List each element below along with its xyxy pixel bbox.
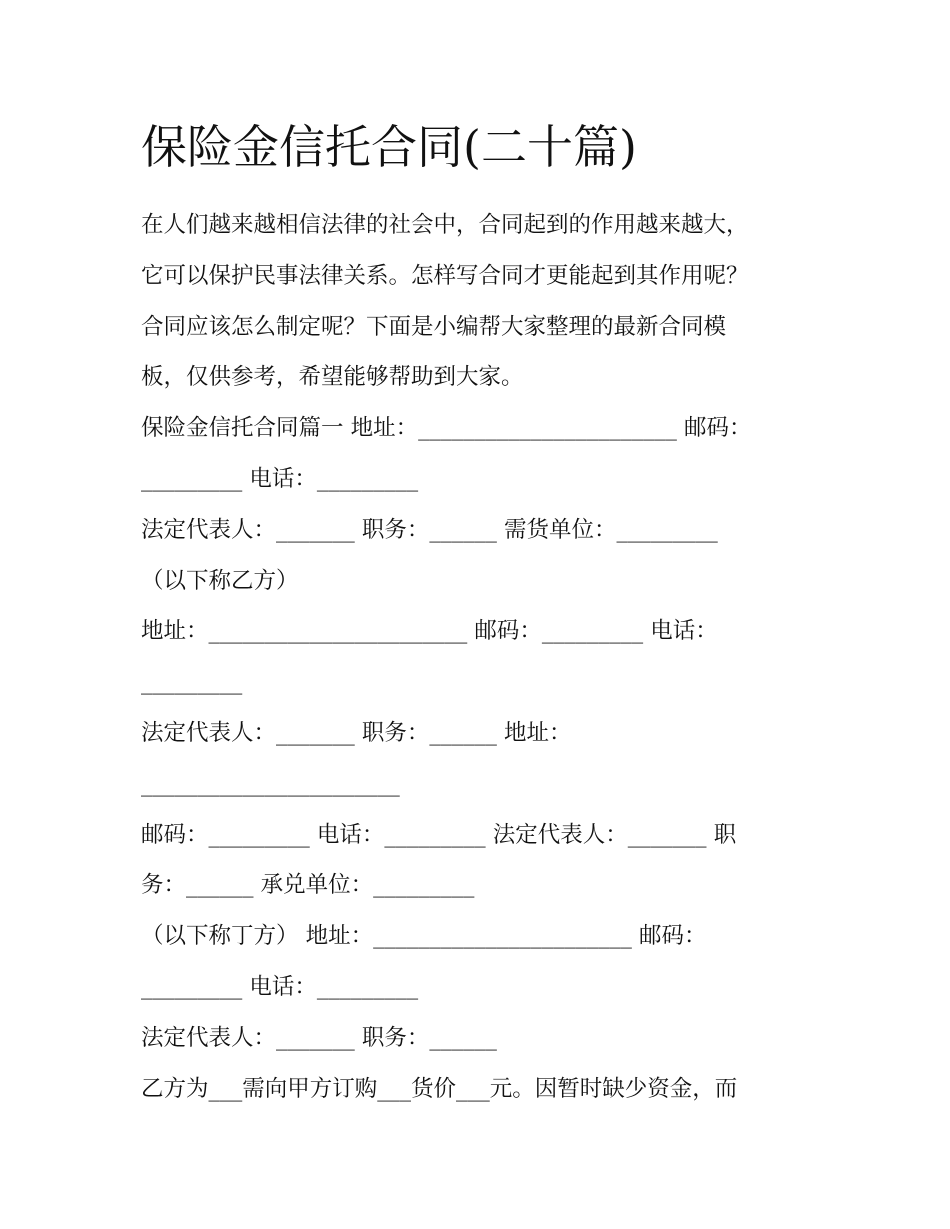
text-line: 法定代表人：_______ 职务：______: [141, 1024, 497, 1051]
text-line: 板，仅供参考，希望能够帮助到大家。: [141, 364, 524, 391]
text-line: （以下称丁方） 地址：_______________________ 邮码：: [141, 923, 707, 950]
text-line: 法定代表人：_______ 职务：______ 需货单位：_________: [141, 516, 718, 543]
document-text: [141, 200, 811, 1114]
text-line: 合同应该怎么制定呢？下面是小编帮大家整理的最新合同模: [141, 313, 727, 340]
text-line: _________ 电话：_________: [141, 465, 419, 492]
text-line: 务：______ 承兑单位：_________: [141, 872, 475, 899]
text-line: （以下称乙方）: [141, 567, 299, 594]
text-line: 法定代表人：_______ 职务：______ 地址：: [141, 719, 572, 746]
text-line: 在人们越来越相信法律的社会中，合同起到的作用越来越大，: [141, 212, 749, 238]
text-line: 它可以保护民事法律关系。怎样写合同才更能起到其作用呢？: [141, 262, 749, 289]
text-line: _______________________: [141, 770, 400, 797]
document-title: 保险金信托合同(二十篇): [141, 120, 637, 174]
text-line: 乙方为___需向甲方订购___货价___元。因暂时缺少资金，而: [141, 1075, 738, 1102]
text-line: 保险金信托合同篇一 地址：_______________________ 邮码：: [141, 415, 752, 442]
document-body: [141, 112, 811, 1114]
text-line: 地址：_______________________ 邮码：_________ 电话：: [141, 618, 718, 645]
text-line: _________: [141, 669, 243, 696]
text-line: 邮码：_________ 电话：_________ 法定代表人：_______ 职: [141, 821, 737, 848]
text-line: _________ 电话：_________: [141, 973, 419, 1000]
